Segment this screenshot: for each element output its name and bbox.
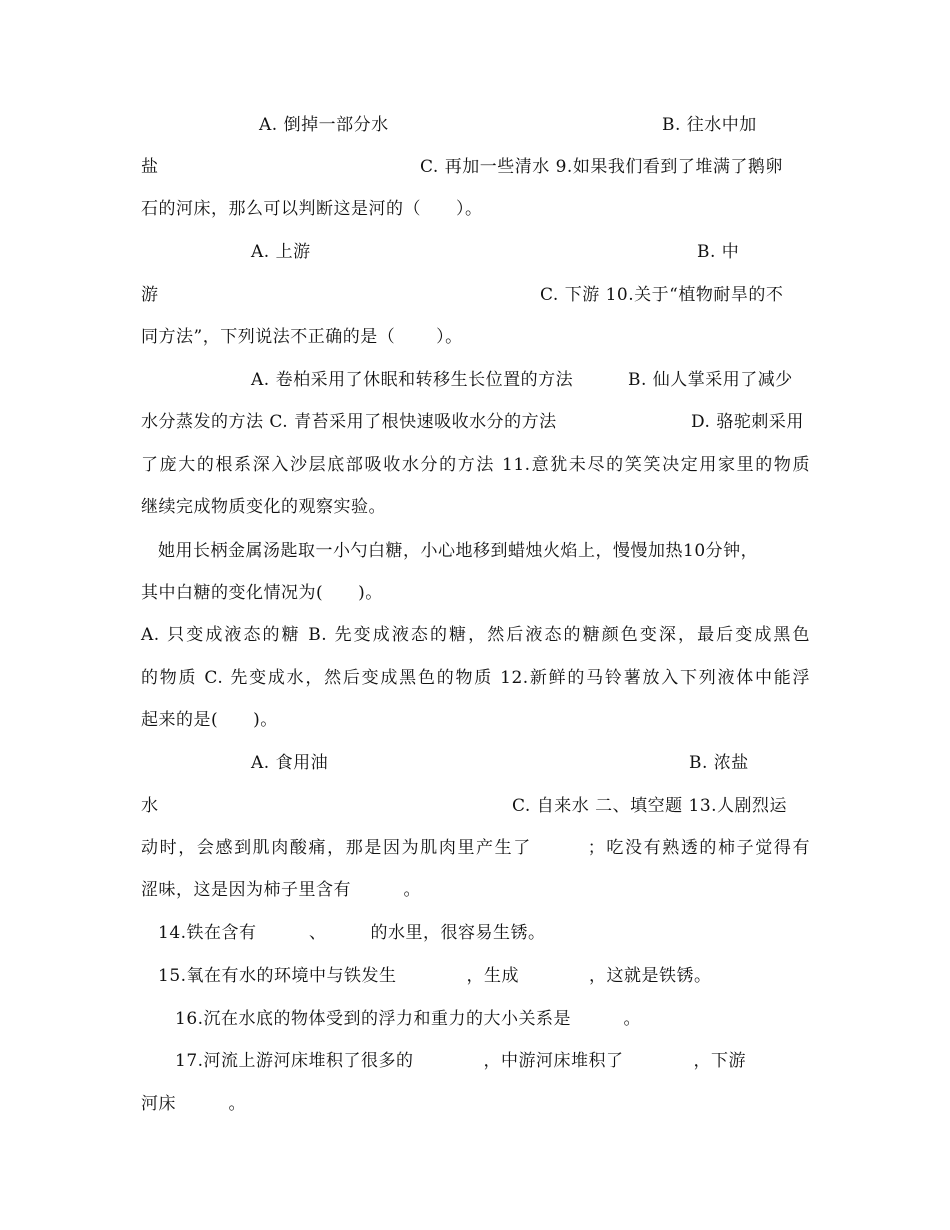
q10-option-d: D. 骆驼刺采用	[691, 412, 804, 432]
q9-stem: 石的河床，那么可以判断这是河的（ ）。	[141, 199, 483, 219]
q12-option-b-wrap: 水	[141, 796, 159, 816]
q13-line-2: 涩味，这是因为柿子里含有 。	[141, 880, 421, 900]
q12-stem: 起来的是( )。	[141, 710, 278, 730]
q13-line-1: 动时，会感到肌肉酸痛，那是因为肌肉里产生了 ；吃没有熟透的柿子觉得有	[141, 838, 810, 858]
q11-stem: 继续完成物质变化的观察实验。	[141, 497, 386, 517]
q14: 14.铁在含有 、 的水里，很容易生锈。	[158, 923, 546, 943]
q8-option-c-and-q9: C. 再加一些清水 9.如果我们看到了堆满了鹅卵	[420, 157, 783, 177]
q11-description: 她用长柄金属汤匙取一小勺白糖，小心地移到蜡烛火焰上，慢慢加热10分钟，	[158, 541, 759, 561]
q9-option-b: B. 中	[697, 242, 740, 262]
q9-option-c-and-q10: C. 下游 10.关于“植物耐旱的不	[540, 285, 784, 305]
q10-option-b: B. 仙人掌采用了减少	[628, 370, 793, 390]
q11-option-c-and-q12: 的物质 C. 先变成水，然后变成黑色的物质 12.新鲜的马铃薯放入下列液体中能浮	[141, 668, 810, 688]
q10-stem: 同方法”，下列说法不正确的是（ ）。	[141, 327, 463, 347]
q15: 15.氧在有水的环境中与铁发生 ，生成 ，这就是铁锈。	[158, 966, 712, 986]
q12-option-c-and-section-2: C. 自来水 二、填空题 13.人剧烈运	[512, 796, 788, 816]
q12-option-a: A. 食用油	[251, 753, 329, 773]
q8-option-a: A. 倒掉一部分水	[259, 115, 389, 135]
q17-line-2: 河床 。	[141, 1094, 246, 1114]
q10-option-a: A. 卷柏采用了休眠和转移生长位置的方法	[251, 370, 574, 390]
q9-option-a: A. 上游	[251, 242, 311, 262]
q12-option-b: B. 浓盐	[689, 753, 749, 773]
q9-option-b-wrap: 游	[141, 285, 159, 305]
q11-options: A. 只变成液态的糖 B. 先变成液态的糖，然后液态的糖颜色变深，最后变成黑色	[141, 625, 810, 645]
q10-option-d-wrap-and-q11: 了庞大的根系深入沙层底部吸收水分的方法 11.意犹未尽的笑笑决定用家里的物质	[141, 455, 810, 475]
q8-option-b: B. 往水中加	[662, 115, 757, 135]
q10-option-c: 水分蒸发的方法 C. 青苔采用了根快速吸收水分的方法	[141, 412, 557, 432]
q16: 16.沉在水底的物体受到的浮力和重力的大小关系是 。	[175, 1009, 642, 1029]
q8-option-b-wrap: 盐	[141, 157, 159, 177]
q17-line-1: 17.河流上游河床堆积了很多的 ，中游河床堆积了 ，下游	[175, 1051, 747, 1071]
q11-question: 其中白糖的变化情况为( )。	[141, 583, 383, 603]
